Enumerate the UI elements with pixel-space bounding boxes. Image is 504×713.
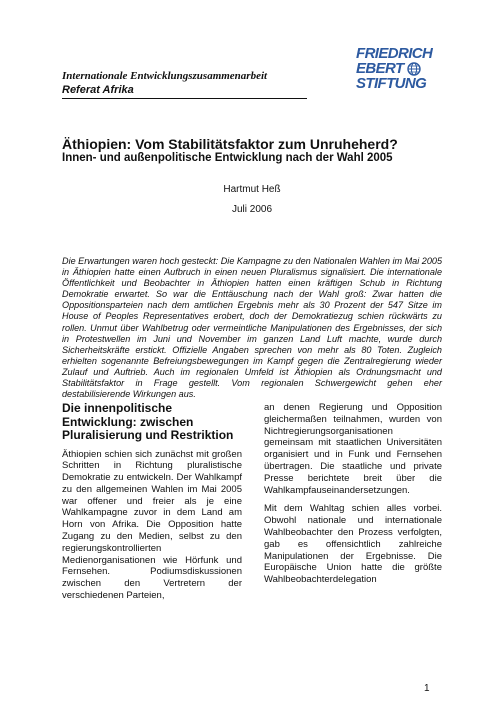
body-paragraph: an denen Regierung und Opposition gleichermaßen teilnahmen, wurden von Nichtregierungsorganisationen gemeinsam mit staatlichen Universitäten organisiert und in Funk und Fernsehen übertragen. Die staatliche und private Presse berichtete breit über die Wahlkampfauseinandersetzungen. bbox=[264, 402, 442, 496]
institution-line-2: Referat Afrika bbox=[62, 84, 134, 96]
document-subtitle: Innen- und außenpolitische Entwicklung nach der Wahl 2005 bbox=[62, 152, 393, 164]
body-paragraph: Äthiopien schien sich zunächst mit großen Schritten in Richtung pluralistische Demokratie zu entwickeln. Der Wahlkampf zu den allgemeinen Wahlen im Mai 2005 war offener und freier als je eine Wahlkampagne zuvor in dem Land am Horn von Afrika. Die Opposition hatte Zugang zu den Medien, selbst zu den regierungskontrollierten Medienorganisationen wie Hörfunk und Fernsehen. Podiumsdiskussionen zwischen den Vertretern der verschiedenen Parteien, bbox=[62, 448, 242, 602]
column-right bbox=[264, 402, 442, 593]
logo-line-2: EBERT bbox=[356, 60, 404, 77]
logo-line-3: STIFTUNG bbox=[356, 75, 427, 92]
globe-icon bbox=[407, 62, 421, 76]
section-heading: Die innenpolitische Entwicklung: zwischen Pluralisierung und Restriktion bbox=[62, 401, 234, 442]
publication-date: Juli 2006 bbox=[231, 204, 273, 215]
document-title: Äthiopien: Vom Stabilitätsfaktor zum Unruheherd? bbox=[62, 136, 398, 152]
body-paragraph: Mit dem Wahltag schien alles vorbei. Obwohl nationale und internationale Wahlbeobachter den Prozess verfolgten, gab es offensichtlich zahlreiche Manipulationen der Ergebnisse. Die Europäische Union hatte die größte Wahlbeobachterdelegation bbox=[264, 503, 442, 586]
abstract-paragraph: Die Erwartungen waren hoch gesteckt: Die Kampagne zu den Nationalen Wahlen im Mai 2005 in Äthiopien hatte einen Aufbruch in einen neuen Pluralismus signalisiert. Die internationale Öffentlichkeit und Beobachter in Äthiopien hatten einen kräftigen Schub in Richtung Demokratie erwartet. So war die Enttäuschung nach der Wahl groß: Zwar hatten die Oppositionsparteien nach dem amtlichen Ergebnis mehr als 30 Prozent der 547 Sitze im House of Peoples Representatives erobert, doch der Demokratiezug schien rückwärts zu rollen. Unmut über Wahlbetrug oder vermeintliche Manipulationen des Ergebnisses, der sich in Protestwellen im Juni und November im ganzen Land Luft machte, wurde durch Sicherheitskräfte erstickt. Offizielle Angaben sprechen von mehr als 80 Toten. Zugleich erhielten sogenannte Befreiungsbewegungen im Kampf gegen die Zentralregierung wieder Zulauf und Auftrieb. Auch im regionalen Umfeld ist Äthiopien als Ordnungsmacht und Stabilitätsfaktor in Frage gestellt. Vom regionalen Schwergewicht gehen eher destabilisierende Wirkungen aus. bbox=[62, 256, 442, 400]
page-number: 1 bbox=[424, 683, 430, 694]
foundation-logo bbox=[356, 46, 466, 98]
column-left bbox=[62, 402, 242, 609]
logo-line-1: FRIEDRICH bbox=[356, 45, 433, 62]
header-divider bbox=[62, 98, 307, 99]
logo-row-2 bbox=[356, 61, 466, 76]
institution-line-1: Internationale Entwicklungszusammenarbeit bbox=[62, 70, 268, 82]
author-name: Hartmut Heß bbox=[223, 184, 281, 195]
